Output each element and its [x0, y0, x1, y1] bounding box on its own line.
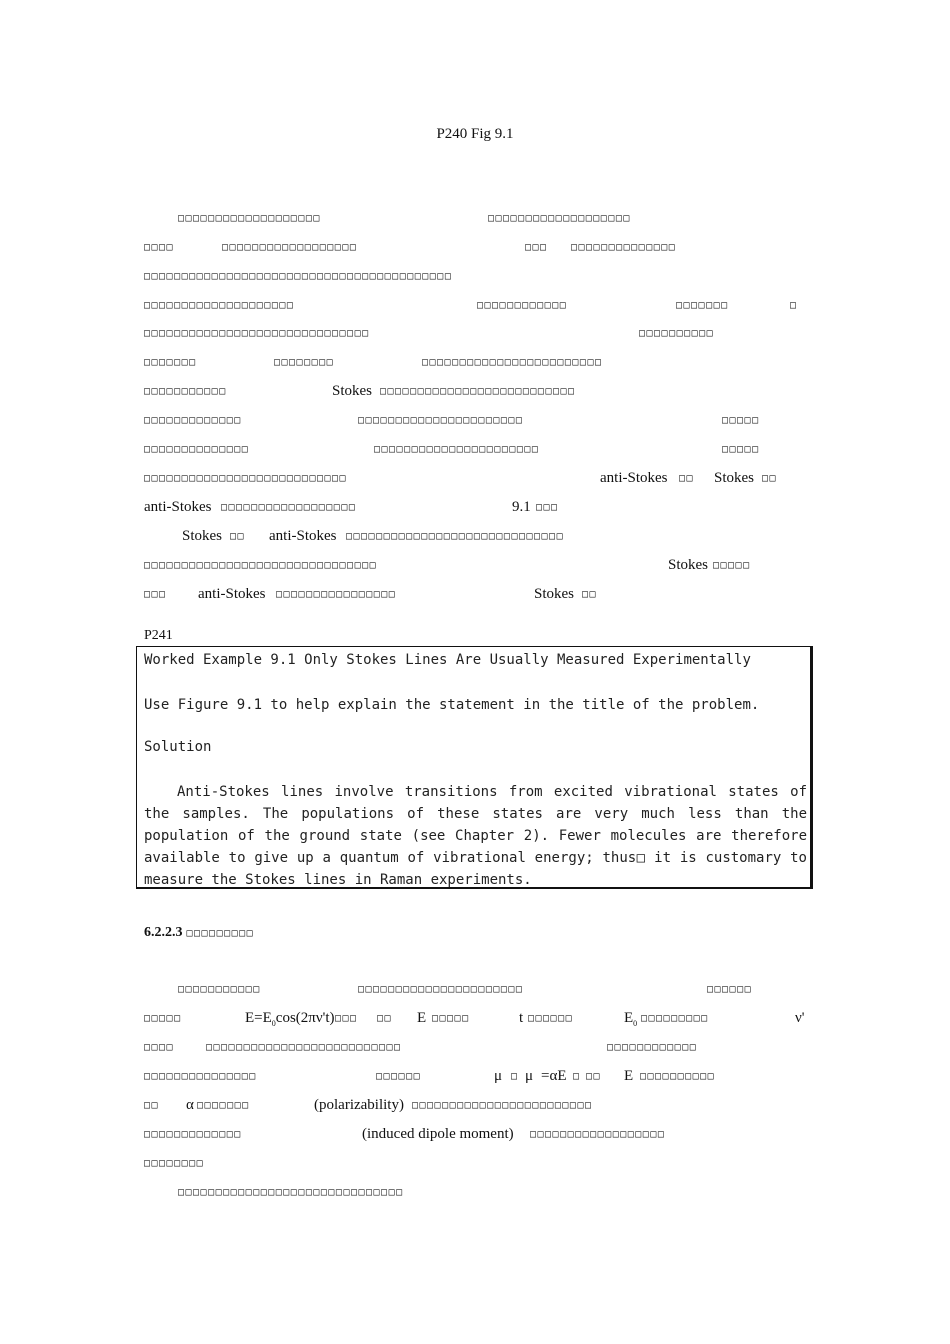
text-fragment: □□□□□□□□□□□□□□□□□□□□□□□□□□□□□□□□□□□□□□□□□ — [144, 271, 453, 282]
equation-part: cos(2πν't) — [275, 1010, 335, 1026]
term-stokes: Stokes — [332, 383, 373, 399]
text-fragment: □□□□□□□ — [676, 300, 729, 311]
symbol-mu: μ — [494, 1068, 503, 1084]
term-stokes: Stokes — [182, 528, 223, 544]
text-fragment: □□ — [230, 531, 246, 542]
term-stokes: Stokes — [714, 470, 755, 486]
text-fragment: □□□□□□□□□□□□□□□□□□□□ — [144, 300, 295, 311]
text-fragment: □□□ — [525, 242, 548, 253]
text-fragment: □□□□□□□ — [197, 1100, 250, 1111]
text-fragment: □□ — [582, 589, 598, 600]
text-fragment: □□□□□□□□□□□□□□□□□□□□□□□□□□□□□□□ — [144, 560, 378, 571]
term-anti-stokes: anti-Stokes — [269, 528, 337, 544]
text-fragment: □□ — [762, 473, 778, 484]
text-fragment: □□ — [144, 1100, 160, 1111]
subscript-zero: 0 — [633, 1019, 638, 1028]
term-polarizability: (polarizability) — [314, 1097, 404, 1113]
text-fragment: □□ — [377, 1013, 393, 1024]
symbol-mu: μ — [525, 1068, 534, 1084]
text-fragment: □□□□ — [144, 242, 175, 253]
text-fragment: □□□□□□□□□□□□□□□□□□ — [530, 1129, 666, 1140]
section-title: □□□□□□□□□ — [186, 928, 255, 939]
text-fragment: □□□□□□□□□□□□□□ — [571, 242, 677, 253]
solution-text: Anti-Stokes lines involve transitions from excited vibrational states of the samples. The populations of these states are very much less than the population of the ground state (see Chapter 2). Fewer molecules are therefore available to give up a quantum of vibrational energy; thus□ it is customary to measure the Stokes lines in Raman experiments. — [144, 784, 807, 888]
text-fragment: □□□□□□□□□□□□□□□□□□□□□□□□□□□ — [144, 473, 348, 484]
text-fragment: □□□□□□□□□□□□□□ — [144, 444, 250, 455]
term-stokes: Stokes — [534, 586, 575, 602]
text-fragment: □□□□□□□□□□□□□□□□□□□□□□□□ — [422, 357, 603, 368]
text-fragment: □□□□□□□□□□□□□□□□□□□□□□□□□□ — [380, 386, 576, 397]
text-fragment: □□□ — [335, 1013, 358, 1024]
worked-example-heading: Worked Example 9.1 Only Stokes Lines Are Usually Measured Experimentally — [144, 652, 751, 668]
solution-label: Solution — [144, 739, 212, 755]
text-fragment: □□ — [586, 1071, 602, 1082]
term-anti-stokes: anti-Stokes — [198, 586, 266, 602]
text-fragment: □□□□□□□□□□□□□□□□□□ — [222, 242, 358, 253]
text-fragment: □□□□□□ — [707, 984, 753, 995]
term-induced-dipole-moment: (induced dipole moment) — [362, 1126, 514, 1142]
text-fragment: □□□□□□□□□□□□ — [477, 300, 568, 311]
symbol-t: t — [519, 1010, 524, 1026]
text-fragment: □□□□□□□□□□□□□ — [144, 415, 242, 426]
text-fragment: □□□□□□□□□□ — [639, 328, 715, 339]
text-fragment: □□□□□□□□□□□ — [144, 386, 227, 397]
text-fragment: □□□□□ — [722, 415, 760, 426]
text-fragment: □□□ — [536, 502, 559, 513]
text-fragment: □□ — [679, 473, 695, 484]
text-fragment: □□□□□□ — [528, 1013, 574, 1024]
text-fragment: □□□□□ — [713, 560, 751, 571]
text-fragment: □□□□□□□□□□□□□□□□ — [276, 589, 397, 600]
page-label: P241 — [144, 628, 173, 643]
equation-part: E=E — [245, 1010, 272, 1026]
text-fragment: □□□□□□□□□□□□□□□□□□□□□□ — [374, 444, 540, 455]
text-fragment: □□□□□□□□□□□□□□□□□□□□□□□□ — [412, 1100, 593, 1111]
equation-electric-field — [245, 1010, 335, 1028]
term-stokes: Stokes — [668, 557, 709, 573]
text-fragment: □□□ — [144, 589, 167, 600]
subscript-zero: 0 — [271, 1019, 276, 1028]
text-fragment: □□□□□□□□□□□□□ — [144, 1129, 242, 1140]
symbol-alpha: α — [186, 1097, 194, 1113]
text-fragment: □ — [511, 1071, 519, 1082]
symbol-e: E — [624, 1068, 634, 1084]
text-fragment: □□□□□□□□□□□□□□□□□□□ — [178, 213, 321, 224]
section-heading — [144, 923, 254, 941]
text-fragment: □□□□□□□□□□□□□□□□□□ — [221, 502, 357, 513]
text-fragment: □□□□□□□□□□□□□□□□□□□ — [488, 213, 631, 224]
section-number: 6.2.2.3 — [144, 925, 183, 940]
symbol-nu-prime: ν' — [795, 1010, 805, 1026]
text-fragment: □□□□□□□ — [144, 357, 197, 368]
text-fragment: □□□□□□□□□□□□□□□□□□□□□□□□□□□□□ — [346, 531, 565, 542]
text-fragment: □□□□□□□□□□□□□□□□□□□□□□ — [358, 984, 524, 995]
text-fragment: □□□□□□□□ — [274, 357, 335, 368]
text-fragment: □□□□□□□□□□□□□□□□□□□□□□□□□□□□□□ — [144, 328, 370, 339]
term-anti-stokes: anti-Stokes — [144, 499, 212, 515]
text-fragment: □□□□□□□□□□□□□□□□□□□□□□ — [358, 415, 524, 426]
text-fragment: □□□□□ — [722, 444, 760, 455]
text-fragment: □ — [573, 1071, 581, 1082]
text-fragment: □□□□□□□□□□□□□□□□□□□□□□□□□□ — [206, 1042, 402, 1053]
text-fragment: □□□□□ — [144, 1013, 182, 1024]
figure-caption: P240 Fig 9.1 — [436, 126, 514, 142]
equation-dipole: =αE — [541, 1068, 567, 1084]
text-fragment: □□□□□□□□□□□□ — [607, 1042, 698, 1053]
text-fragment: □□□□□□□□ — [144, 1158, 205, 1169]
text-fragment: □□□□□□□□□□ — [640, 1071, 716, 1082]
symbol-e0 — [624, 1010, 637, 1028]
text-fragment: □□□□□□□□□□□□□□□□□□□□□□□□□□□□□□ — [178, 1187, 404, 1198]
text-fragment: □□□□□□□□□□□□□□□ — [144, 1071, 257, 1082]
term-anti-stokes: anti-Stokes — [600, 470, 668, 486]
text-fragment: □□□□□□□□□□□ — [178, 984, 261, 995]
worked-example-box — [136, 646, 813, 889]
text-fragment: □□□□ — [144, 1042, 175, 1053]
symbol-part: E — [624, 1010, 634, 1026]
figure-reference: 9.1 — [512, 499, 531, 515]
text-fragment: □□□□□□ — [376, 1071, 422, 1082]
worked-example-question: Use Figure 9.1 to help explain the statement in the title of the problem. — [144, 697, 760, 713]
symbol-e: E — [417, 1010, 427, 1026]
text-fragment: □□□□□ — [432, 1013, 470, 1024]
text-fragment: □□□□□□□□□ — [641, 1013, 709, 1024]
text-fragment: □ — [790, 300, 798, 311]
